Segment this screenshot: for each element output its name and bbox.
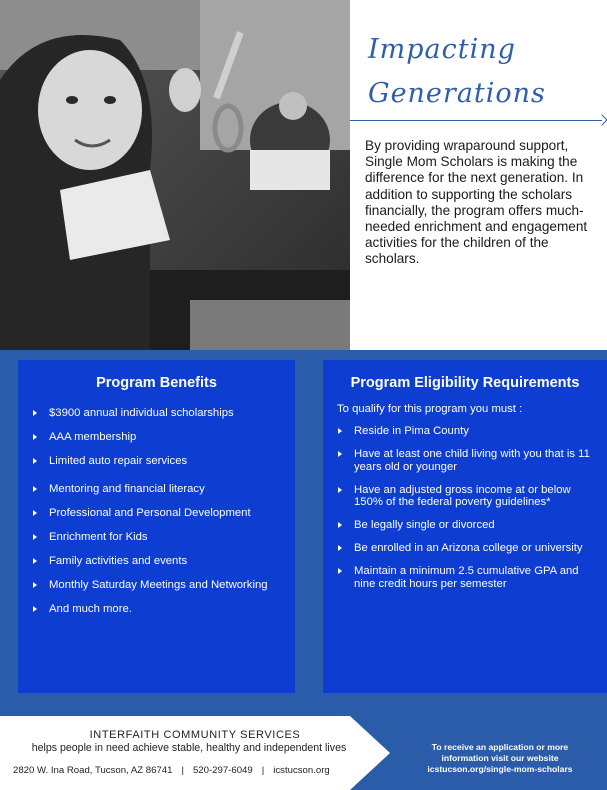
list-item: Have an adjusted gross income at or below 150% of the federal poverty guidelines*: [323, 484, 607, 509]
list-item: Be enrolled in an Arizona college or university: [323, 542, 607, 555]
child-with-scissors-photo: [0, 0, 350, 350]
list-item: AAA membership: [18, 431, 295, 444]
benefits-title: Program Benefits: [96, 375, 217, 391]
application-cta: [400, 742, 600, 775]
top-section: [0, 0, 607, 350]
org-tagline: helps people in need achieve stable, healthy and independent lives: [31, 742, 347, 754]
list-item: Limited auto repair services: [18, 455, 295, 468]
phone: 520-297-6049: [192, 765, 253, 776]
arrow-divider: [350, 120, 602, 121]
list-item: Be legally single or divorced: [323, 519, 607, 532]
cta-url-link[interactable]: icstucson.org/single-mom-scholars: [427, 764, 573, 774]
eligibility-title: Program Eligibility Requirements: [350, 375, 580, 391]
list-item: And much more.: [18, 603, 295, 616]
cta-line-2: information visit our website: [441, 753, 559, 763]
program-benefits-panel: [18, 360, 295, 693]
headline-line-2: Generations: [368, 78, 546, 109]
eligibility-intro: To qualify for this program you must :: [337, 403, 523, 415]
benefits-list: [18, 407, 295, 615]
list-item: Mentoring and financial literacy: [18, 483, 295, 496]
separator: |: [181, 765, 184, 776]
list-item: Enrichment for Kids: [18, 531, 295, 544]
list-item: Have at least one child living with you that is 11 years old or younger: [323, 448, 607, 473]
org-name: INTERFAITH COMMUNITY SERVICES: [89, 729, 301, 741]
list-item: Monthly Saturday Meetings and Networking: [18, 579, 295, 592]
list-item: $3900 annual individual scholarships: [18, 407, 295, 420]
list-item: Family activities and events: [18, 555, 295, 568]
website-link[interactable]: icstucson.org: [273, 765, 330, 776]
list-item: Reside in Pima County: [323, 425, 607, 438]
arrow-right-icon: [596, 114, 607, 125]
contact-line: [13, 765, 393, 776]
headline-line-1: Impacting: [368, 34, 516, 65]
list-item: Maintain a minimum 2.5 cumulative GPA and nine credit hours per semester: [323, 565, 607, 590]
separator: |: [261, 765, 265, 776]
address: 2820 W. Ina Road, Tucson, AZ 86741: [13, 765, 173, 776]
photo-illustration: [0, 0, 350, 350]
headline: [368, 28, 598, 116]
list-item: Professional and Personal Development: [18, 507, 295, 520]
eligibility-panel: [323, 360, 607, 693]
cta-line-1: To receive an application or more: [431, 742, 569, 752]
eligibility-list: [323, 425, 607, 590]
intro-paragraph: By providing wraparound support, Single Mom Scholars is making the difference for the next generation. In addition to supporting the scholars financially, the program offers much-needed enrichment and engagement activities for the children of the scholars.: [365, 138, 588, 267]
